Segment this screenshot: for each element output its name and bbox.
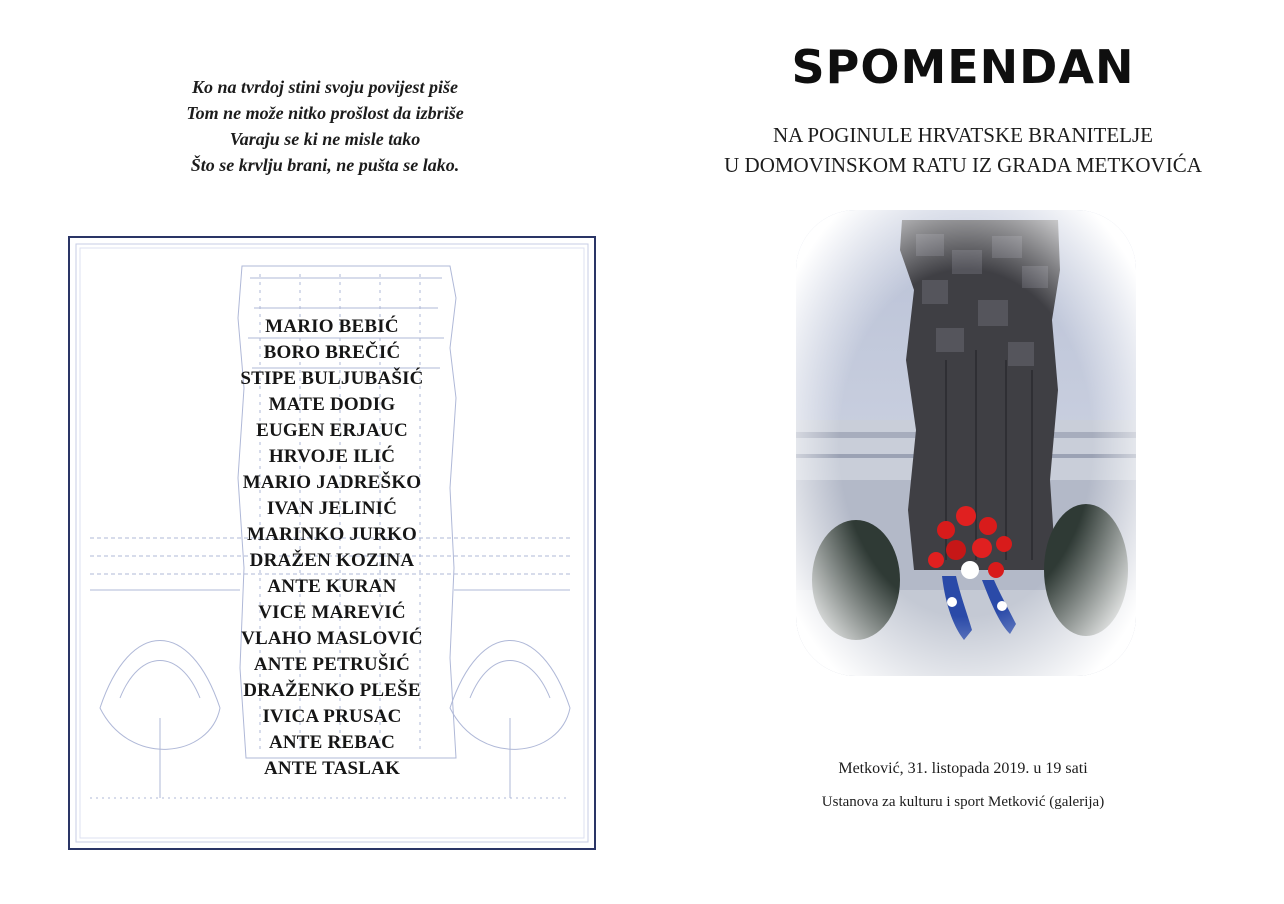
defender-name: HRVOJE ILIĆ <box>268 446 396 467</box>
defender-name: MATE DODIG <box>268 394 396 415</box>
defender-name: MARINKO JURKO <box>247 524 417 545</box>
poem-line: Ko na tvrdoj stini svoju povijest piše <box>191 77 459 97</box>
poem-line: Varaju se ki ne misle tako <box>229 129 421 149</box>
defender-name: ANTE REBAC <box>268 732 396 753</box>
defender-name: ANTE PETRUŠIĆ <box>253 654 411 675</box>
poem-line: Što se krvlju brani, ne pušta se lako. <box>190 155 460 175</box>
fallen-defenders-list <box>70 314 594 782</box>
subtitle <box>642 120 1284 180</box>
event-venue: Ustanova za kulturu i sport Metković (galerija) <box>821 794 1105 810</box>
monument-photo <box>796 210 1136 676</box>
defender-name: MARIO JADREŠKO <box>242 472 422 493</box>
defender-name: BORO BREČIĆ <box>263 342 401 363</box>
defender-name: MARIO BEBIĆ <box>265 316 399 337</box>
defender-name: VICE MAREVIĆ <box>258 602 406 623</box>
defender-name: EUGEN ERJAUC <box>256 420 408 441</box>
defender-name: IVICA PRUSAC <box>262 706 402 727</box>
event-date: Metković, 31. listopada 2019. u 19 sati <box>838 760 1088 777</box>
right-page <box>642 0 1284 904</box>
subtitle-line: NA POGINULE HRVATSKE BRANITELJE <box>772 123 1154 147</box>
defender-name: DRAŽENKO PLEŠE <box>243 680 421 701</box>
names-frame <box>68 236 596 850</box>
page-title: SPOMENDAN <box>791 40 1135 94</box>
defender-name: ANTE TASLAK <box>263 758 401 779</box>
poem <box>60 74 590 178</box>
defender-name: VLAHO MASLOVIĆ <box>241 628 423 649</box>
subtitle-line: U DOMOVINSKOM RATU IZ GRADA METKOVIĆA <box>724 153 1202 177</box>
defender-name: DRAŽEN KOZINA <box>249 550 415 571</box>
defender-name: IVAN JELINIĆ <box>266 498 398 519</box>
defender-name: ANTE KURAN <box>267 576 397 597</box>
defender-name: STIPE BULJUBAŠIĆ <box>240 368 424 389</box>
poem-line: Tom ne može nitko prošlost da izbriše <box>186 103 464 123</box>
